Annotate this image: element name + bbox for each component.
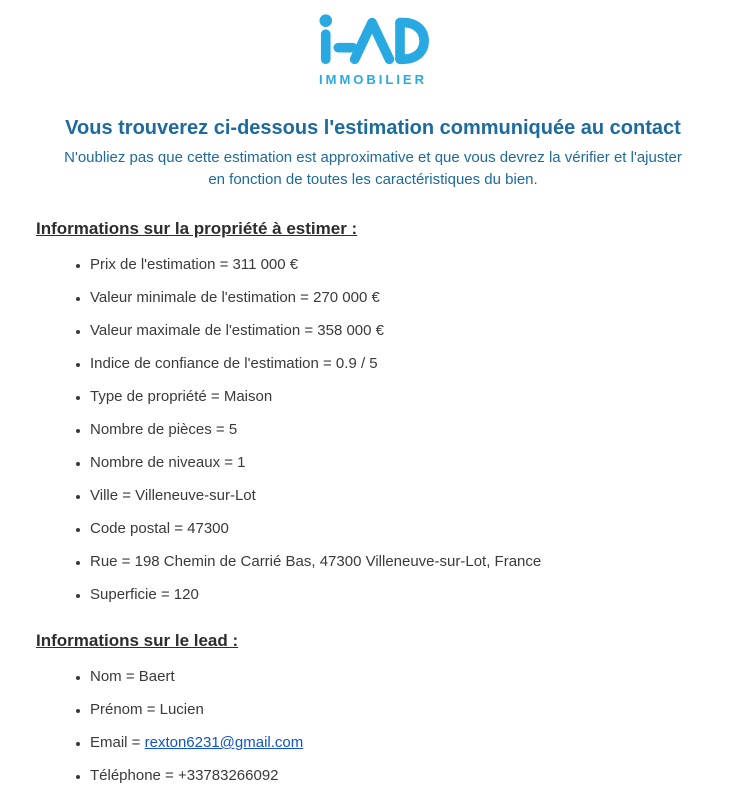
property-info-list — [32, 257, 714, 603]
brand-header — [32, 10, 714, 87]
email-link[interactable]: rexton6231@gmail.com — [144, 734, 304, 751]
lead-section — [32, 631, 714, 784]
brand-subtitle: IMMOBILIER — [319, 72, 427, 87]
list-item-telephone: • Téléphone = +33783266092 — [90, 768, 714, 784]
email-label: Email = — [90, 734, 145, 751]
intro-subtitle-line1: N'oubliez pas que cette estimation est approximative et que vous devrez la vérifier et l'ajuster — [64, 149, 682, 166]
list-item-valeur-minimale: • Valeur minimale de l'estimation = 270 000 € — [90, 290, 714, 306]
list-item-email — [90, 735, 714, 751]
list-item-superficie: • Superficie = 120 — [90, 587, 714, 603]
list-item-nombre-niveaux: • Nombre de niveaux = 1 — [90, 455, 714, 471]
page-title: Vous trouverez ci-dessous l'estimation communiquée au contact — [65, 117, 681, 139]
list-item-valeur-maximale: • Valeur maximale de l'estimation = 358 000 € — [90, 323, 714, 339]
property-section — [32, 219, 714, 603]
lead-section-title: Informations sur le lead : — [36, 631, 239, 650]
intro — [32, 117, 714, 191]
list-item-indice-confiance: • Indice de confiance de l'estimation = 0.9 / 5 — [90, 356, 714, 372]
list-item-nombre-pieces: • Nombre de pièces = 5 — [90, 422, 714, 438]
lead-info-list — [32, 669, 714, 784]
iad-logo-icon — [317, 12, 429, 66]
property-section-title: Informations sur la propriété à estimer : — [36, 219, 358, 238]
intro-subtitle — [32, 147, 714, 191]
list-item-type-propriete: • Type de propriété = Maison — [90, 389, 714, 405]
list-item-code-postal: • Code postal = 47300 — [90, 521, 714, 537]
list-item-nom: • Nom = Baert — [90, 669, 714, 685]
intro-subtitle-line2: en fonction de toutes les caractéristiques du bien. — [208, 171, 538, 188]
list-item-rue: • Rue = 198 Chemin de Carrié Bas, 47300 Villeneuve-sur-Lot, France — [90, 554, 714, 570]
list-item-prix: • Prix de l'estimation = 311 000 € — [90, 257, 714, 273]
list-item-prenom: • Prénom = Lucien — [90, 702, 714, 718]
list-item-ville: • Ville = Villeneuve-sur-Lot — [90, 488, 714, 504]
